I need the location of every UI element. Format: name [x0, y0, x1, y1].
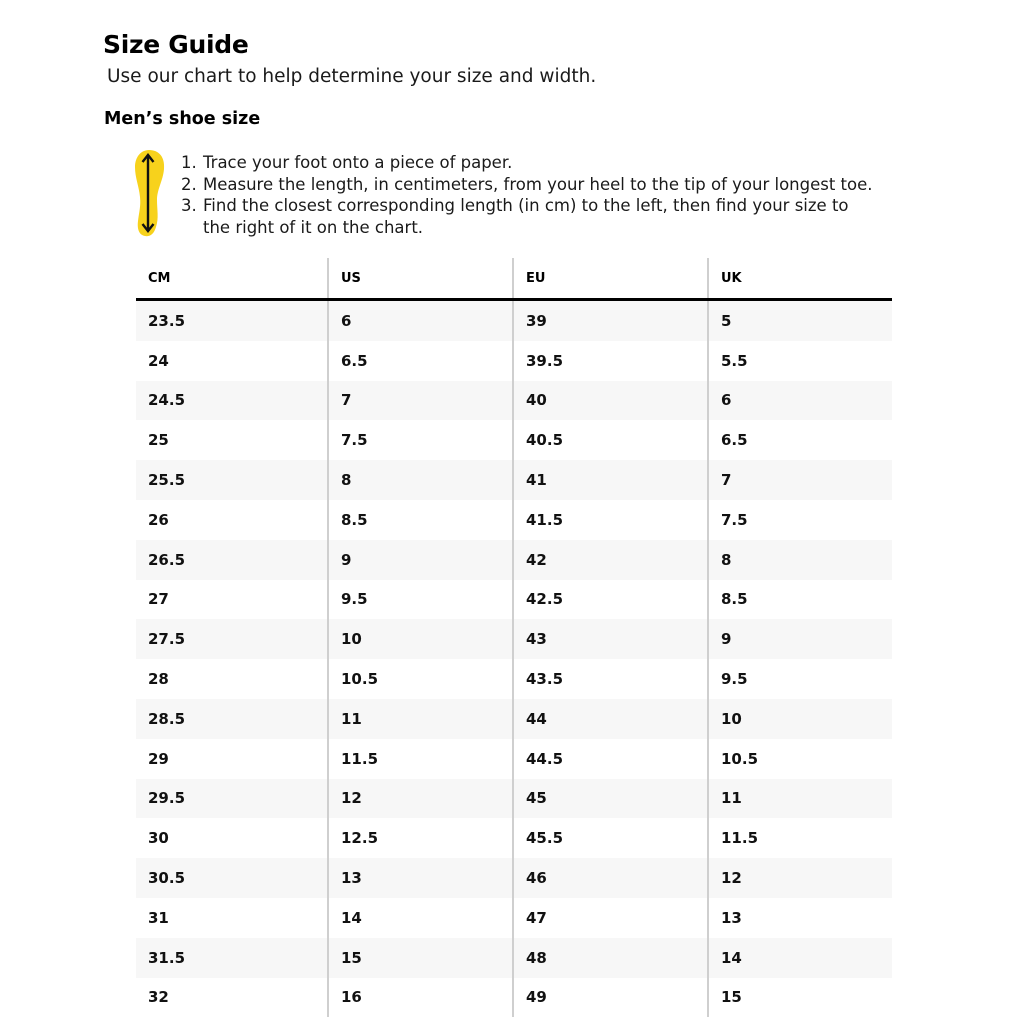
cell-us: 6.5: [328, 341, 513, 381]
cell-cm: 30: [148, 829, 169, 848]
step-item: [181, 174, 873, 196]
instruction-steps: [181, 152, 873, 238]
table-row: [136, 619, 892, 659]
cell-us: 6: [328, 300, 513, 341]
cell-cm: 32: [148, 988, 169, 1007]
table-row: [136, 818, 892, 858]
cell-uk: 6.5: [708, 420, 892, 460]
cell-cm: 24.5: [136, 381, 328, 421]
cell-uk: 13: [708, 898, 892, 938]
cell-cm: 26.5: [136, 540, 328, 580]
step-text: the right of it on the chart.: [203, 217, 424, 237]
cell-cm: 27.5: [136, 619, 328, 659]
cell-us: 11: [328, 699, 513, 739]
cell-us: 8.5: [328, 500, 513, 540]
page-title: Size Guide: [103, 30, 249, 59]
cell-cm: 28: [148, 670, 169, 689]
table-body: [136, 300, 892, 1018]
cell-cm: 24: [148, 351, 169, 370]
table-row: [136, 381, 892, 421]
step-number: 3.: [181, 196, 197, 215]
cell-eu: 41.5: [513, 500, 708, 540]
cell-us: 9.5: [328, 580, 513, 620]
table-row: [136, 978, 892, 1018]
cell-us: 12.5: [328, 818, 513, 858]
cell-uk: 14: [708, 938, 892, 978]
cell-uk: 5.5: [708, 341, 892, 381]
cell-us: 9: [328, 540, 513, 580]
cell-cm: 25.5: [136, 460, 328, 500]
page-subtitle: Use our chart to help determine your size and width.: [107, 66, 597, 87]
cell-uk: 9: [708, 619, 892, 659]
cell-eu: 45.5: [513, 818, 708, 858]
table-row: [136, 500, 892, 540]
cell-uk: 8: [708, 540, 892, 580]
cell-cm: 31.5: [136, 938, 328, 978]
cell-eu: 48: [513, 938, 708, 978]
cell-eu: 46: [513, 858, 708, 898]
foot-measure-icon: [132, 148, 166, 238]
table-row: [136, 540, 892, 580]
cell-eu: 40: [513, 381, 708, 421]
table-row: [136, 300, 892, 341]
cell-cm: 29: [148, 749, 169, 768]
cell-eu: 44: [513, 699, 708, 739]
table-row: [136, 659, 892, 699]
column-header-uk: UK: [708, 258, 892, 300]
section-title: Men’s shoe size: [104, 109, 261, 129]
cell-cm: 30.5: [136, 858, 328, 898]
cell-cm: 23.5: [136, 300, 328, 341]
cell-cm: 25: [148, 431, 169, 450]
column-header-us: US: [328, 258, 513, 300]
step-item: [181, 152, 873, 174]
cell-cm: 31: [148, 908, 169, 927]
step-text: Trace your foot onto a piece of paper.: [203, 153, 513, 172]
table-row: [136, 938, 892, 978]
table-row: [136, 858, 892, 898]
cell-us: 14: [328, 898, 513, 938]
cell-uk: 5: [708, 300, 892, 341]
cell-us: 10.5: [328, 659, 513, 699]
table-row: [136, 898, 892, 938]
cell-uk: 8.5: [708, 580, 892, 620]
step-number: 2.: [181, 174, 197, 194]
cell-cm: 28.5: [136, 699, 328, 739]
cell-us: 7.5: [328, 420, 513, 460]
step-number: 1.: [181, 153, 197, 172]
cell-eu: 49: [513, 978, 708, 1018]
cell-eu: 39.5: [513, 341, 708, 381]
table-row: [136, 580, 892, 620]
cell-us: 15: [328, 938, 513, 978]
size-chart-table: [136, 258, 892, 1017]
table-row: [136, 341, 892, 381]
cell-eu: 47: [513, 898, 708, 938]
cell-eu: 44.5: [513, 739, 708, 779]
cell-us: 8: [328, 460, 513, 500]
table-row: [136, 420, 892, 460]
cell-uk: 7.5: [708, 500, 892, 540]
cell-uk: 11: [708, 779, 892, 819]
cell-uk: 7: [708, 460, 892, 500]
foot-sole-shape: [135, 150, 164, 236]
cell-eu: 39: [513, 300, 708, 341]
column-header-cm: CM: [136, 258, 328, 300]
step-item: [181, 195, 873, 217]
cell-eu: 40.5: [513, 420, 708, 460]
cell-eu: 43.5: [513, 659, 708, 699]
step-item: [181, 217, 873, 239]
cell-us: 10: [328, 619, 513, 659]
table-row: [136, 739, 892, 779]
cell-uk: 10.5: [708, 739, 892, 779]
cell-us: 11.5: [328, 739, 513, 779]
cell-uk: 6: [708, 381, 892, 421]
step-text: Find the closest corresponding length (in cm) to the left, then find your size to: [203, 196, 849, 215]
cell-uk: 15: [708, 978, 892, 1018]
cell-cm: 26: [148, 510, 169, 529]
cell-uk: 11.5: [708, 818, 892, 858]
cell-eu: 41: [513, 460, 708, 500]
cell-uk: 12: [708, 858, 892, 898]
cell-uk: 10: [708, 699, 892, 739]
cell-cm: 27: [148, 590, 169, 609]
cell-us: 13: [328, 858, 513, 898]
cell-us: 7: [328, 381, 513, 421]
table-row: [136, 779, 892, 819]
cell-us: 12: [328, 779, 513, 819]
column-header-eu: EU: [513, 258, 708, 300]
cell-cm: 29.5: [136, 779, 328, 819]
cell-eu: 43: [513, 619, 708, 659]
cell-eu: 42.5: [513, 580, 708, 620]
table-header-row: [136, 258, 892, 300]
table-row: [136, 699, 892, 739]
step-text: Measure the length, in centimeters, from your heel to the tip of your longest toe.: [203, 174, 873, 194]
cell-us: 16: [328, 978, 513, 1018]
cell-eu: 42: [513, 540, 708, 580]
cell-eu: 45: [513, 779, 708, 819]
cell-uk: 9.5: [708, 659, 892, 699]
table-row: [136, 460, 892, 500]
